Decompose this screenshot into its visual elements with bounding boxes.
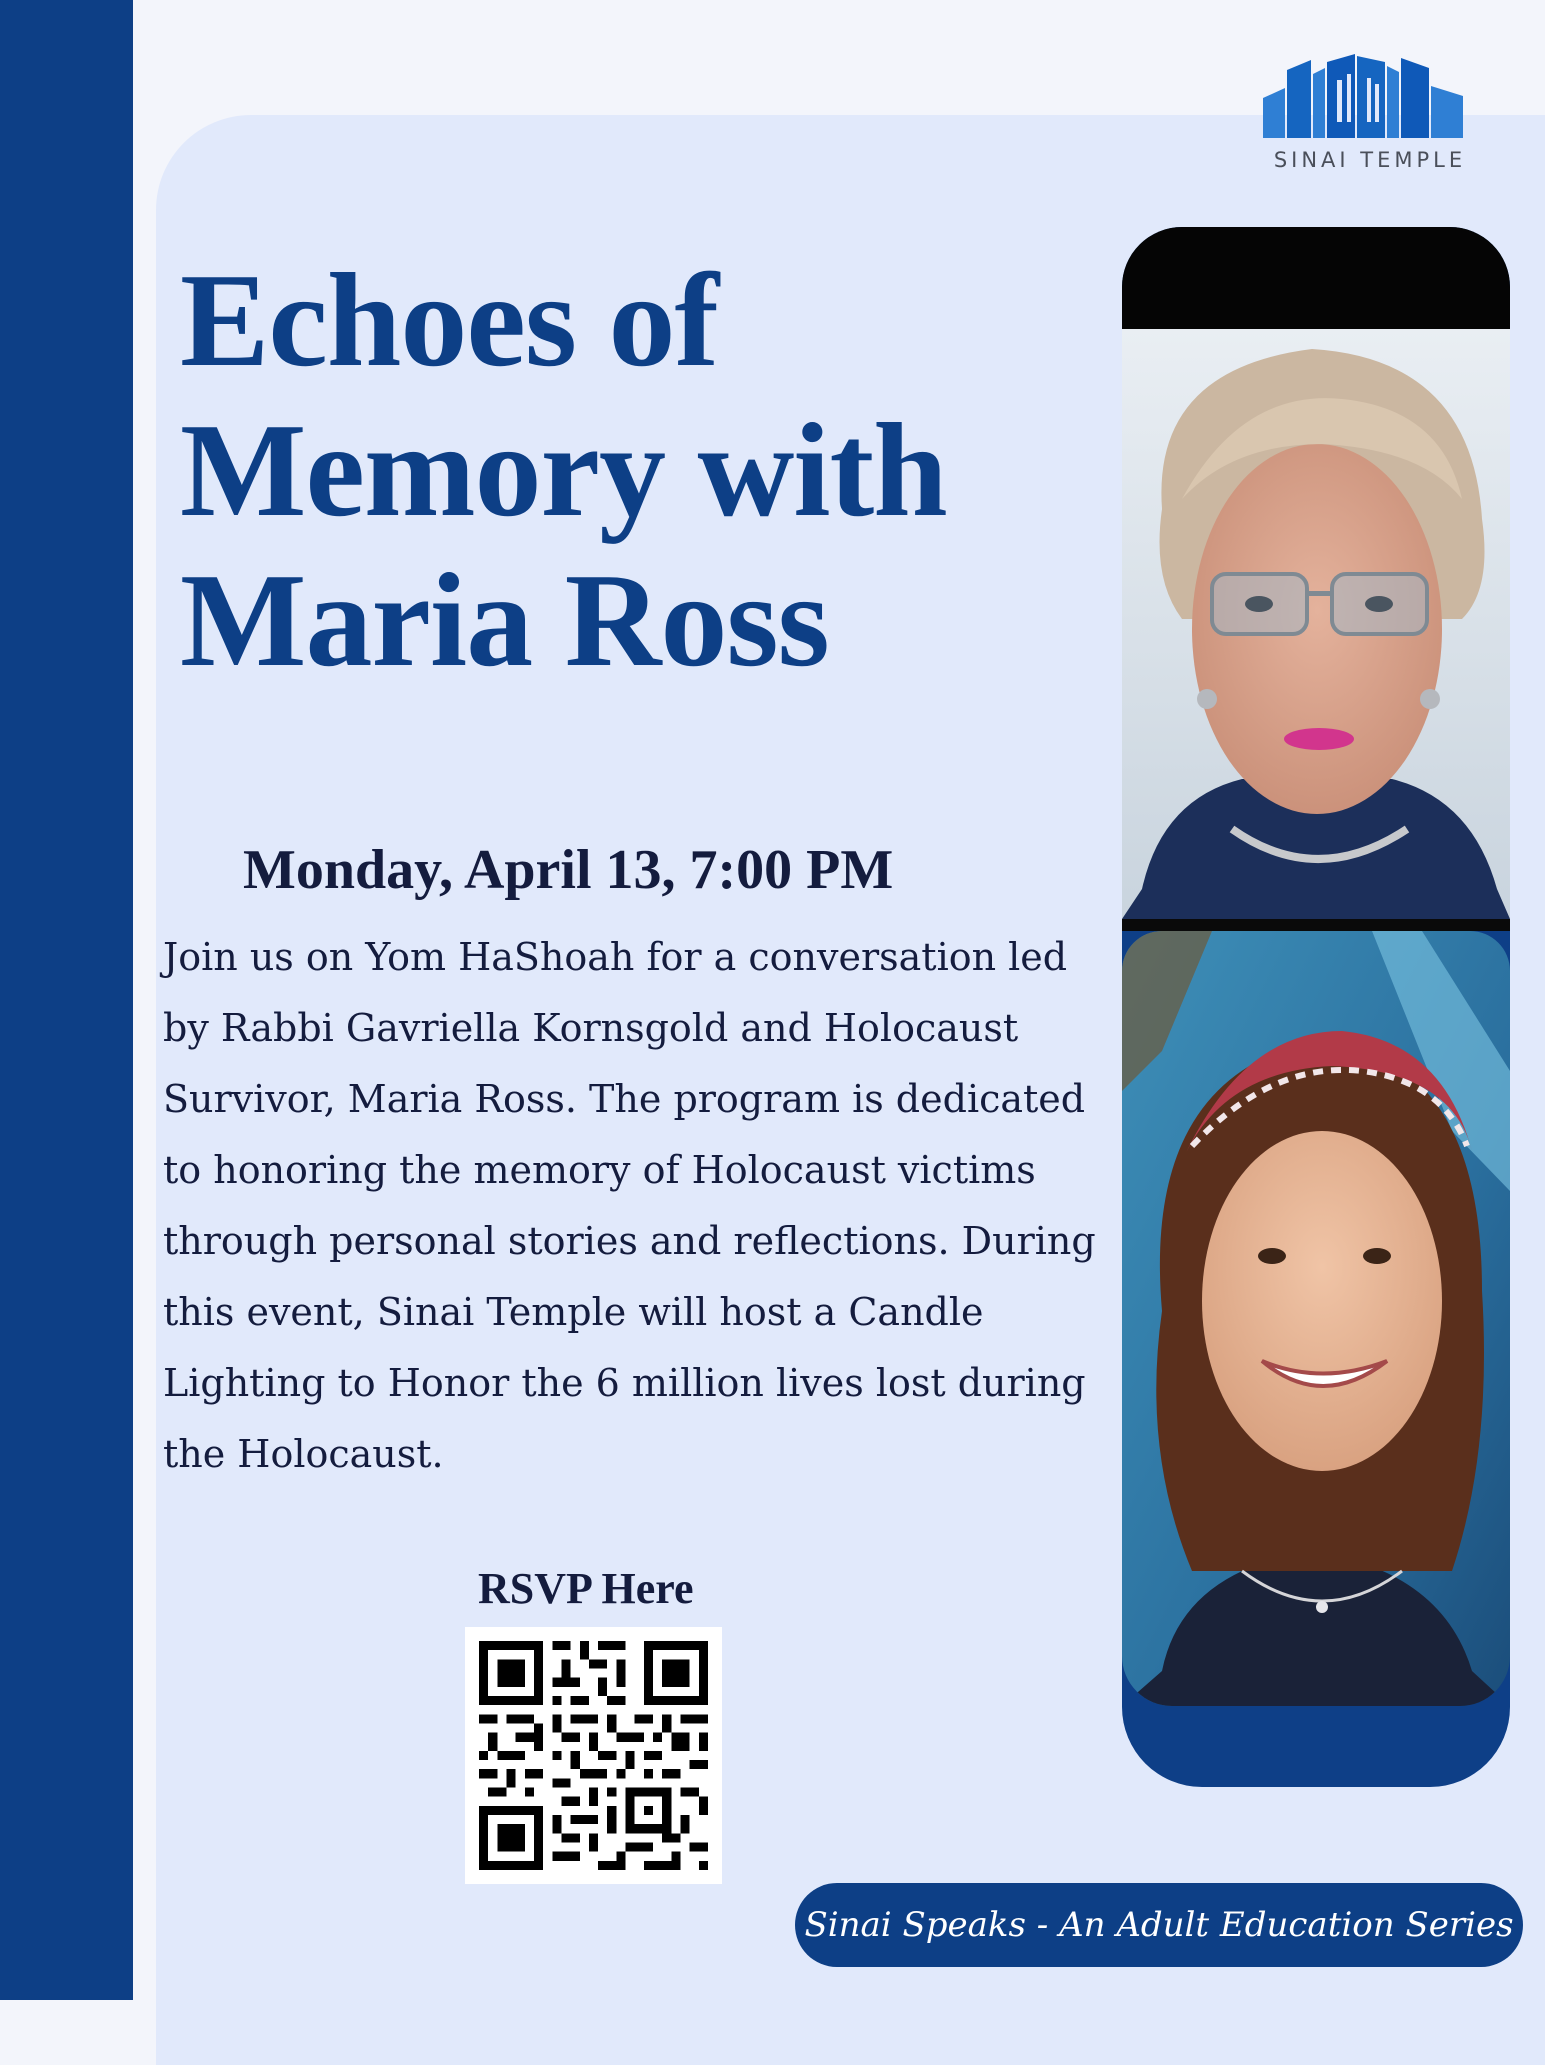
series-footer-badge (795, 1883, 1523, 1967)
rsvp-label: RSVP Here (478, 1564, 694, 1613)
qr-code-icon (479, 1641, 708, 1870)
speaker-photos-frame (1122, 227, 1510, 1787)
event-description: Join us on Yom HaShoah for a conversation led by Rabbi Gavriella Kornsgold and Holocaust Survivor, Maria Ross. The program is dedicated to honoring the memory of Holocaust victims through personal stories and reflections. During this event, Sinai Temple will host a Candle Lighting to Honor the 6 million lives lost during the Holocaust. (163, 935, 1096, 1476)
photo-rabbi-gavriella-kornsgold (1122, 931, 1510, 1706)
event-datetime: Monday, April 13, 7:00 PM (243, 839, 894, 901)
event-title: Echoes of Memory with Maria Ross (180, 246, 947, 694)
logo-wordmark: SINAI TEMPLE (1273, 148, 1467, 172)
rsvp-qr-code[interactable] (465, 1627, 722, 1884)
temple-building-icon (1263, 50, 1463, 138)
photo-maria-ross (1122, 329, 1510, 919)
left-accent-bar (0, 0, 133, 2000)
sinai-temple-logo (1245, 50, 1495, 180)
series-footer-text: Sinai Speaks - An Adult Education Series (804, 1905, 1514, 1945)
portrait-elderly-woman-image (1122, 329, 1510, 919)
photo-top-bar (1122, 227, 1510, 329)
photo-separator (1122, 919, 1510, 931)
portrait-smiling-woman-image (1122, 931, 1510, 1706)
